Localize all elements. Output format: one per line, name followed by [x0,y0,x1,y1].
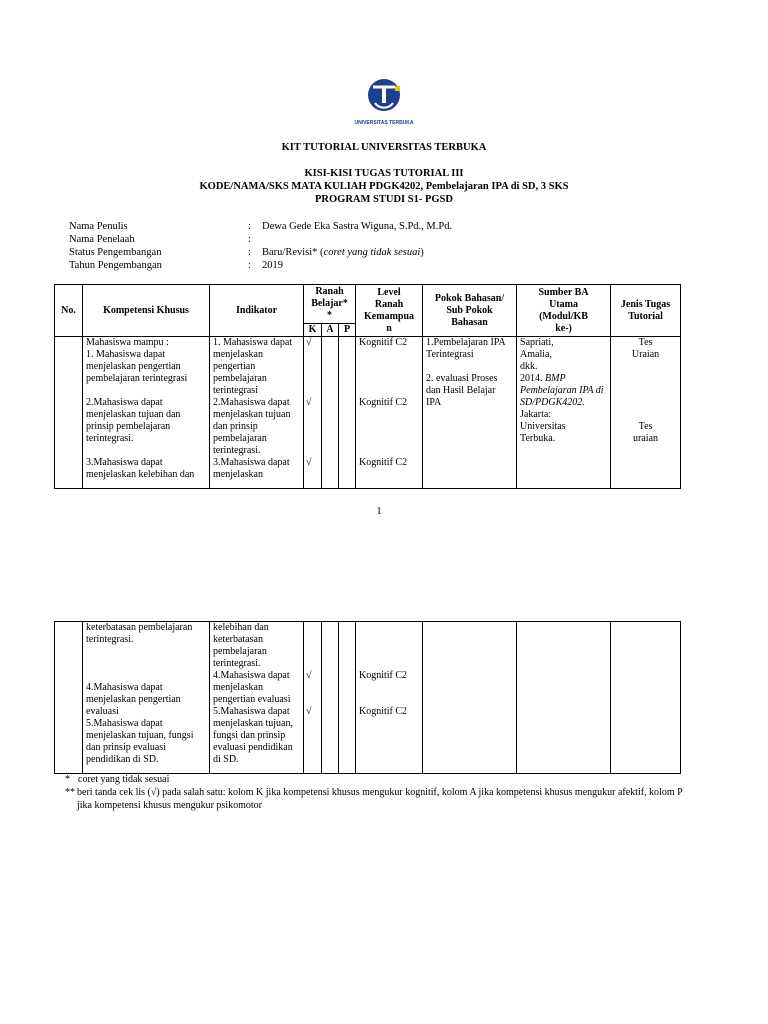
meta-colon: : [248,260,251,271]
cell-level: Kognitif C2 Kognitif C2 [356,622,423,774]
meta-value: 2019 [262,260,283,271]
meta-label: Nama Penulis [69,221,128,232]
table-row [55,622,681,774]
header-a: A [322,324,339,337]
cell-kompetensi: keterbatasan pembelajaran terintegrasi. 4.Mahasiswa dapat menjelaskan pengertian evaluasi 5.Mahasiswa dapat menjelaskan tujuan, fungsi dan prinsip evaluasi pendidikan di SD. [83,622,210,774]
meta-colon: : [248,247,251,258]
meta-colon: : [248,221,251,232]
cell-pokok [423,622,517,774]
cell-no [55,337,83,489]
header-k: K [304,324,322,337]
status-close: ) [420,247,424,258]
header-ranah: Ranah Belajar* * [304,285,356,324]
meta-label: Nama Penelaah [69,234,135,245]
meta-label: Status Pengembangan [69,247,162,258]
page-number: 1 [376,506,382,517]
university-logo [349,77,419,131]
header-no: No. [55,285,83,337]
cell-pokok: 1.Pembelajaran IPA Terintegrasi 2. evaluasi Proses dan Hasil Belajar IPA [423,337,517,489]
cell-indikator: 1. Mahasiswa dapat menjelaskan pengertian pembelajaran terintegrasi 2.Mahasiswa dapat menjelaskan tujuan dan prinsip pembelajaran terintegrasi. 3.Mahasiswa dapat menjelaskan [210,337,304,489]
meta-value: Dewa Gede Eka Sastra Wiguna, S.Pd., M.Pd. [262,221,453,232]
footnote-2 [65,786,690,812]
cell-k: √ √ √ [304,337,322,489]
logo-caption: UNIVERSITAS TERBUKA [354,120,414,126]
footnote-text: beri tanda cek lis (√) pada salah satu: kolom K jika kompetensi khusus mengukur kognitif, kolom A jika kompetensi khusus mengukur afektif, kolom P jika kompetensi khusus mengukur psikomotor [77,787,683,811]
status-note: coret yang tidak sesuai [323,247,421,258]
doc-title: KISI-KISI TUGAS TUTORIAL III [304,168,464,179]
sumber-authors: Sapriati, Amalia, dkk. 2014. [520,337,554,384]
kisi-table-page1 [54,284,681,489]
status-value: Baru/Revisi* ( [262,247,324,258]
cell-jenis: Tes Uraian Tes uraian [611,337,681,489]
cell-indikator: kelebihan dan keterbatasan pembelajaran terintegrasi. 4.Mahasiswa dapat menjelaskan pengertian evaluasi 5.Mahasiswa dapat menjelaskan tujuan, fungsi dan prinsip evaluasi pendidikan di SD. [210,622,304,774]
course-title: KODE/NAMA/SKS MATA KULIAH PDGK4202, Pembelajaran IPA di SD, 3 SKS [199,181,569,192]
header-sumber: Sumber BA Utama (Modul/KB ke-) [517,285,611,337]
footnote-mark: * [65,774,70,785]
cell-no [55,622,83,774]
header-jenis: Jenis Tugas Tutorial [611,285,681,337]
footnote-1 [65,773,170,786]
cell-p [339,622,356,774]
cell-level: Kognitif C2 Kognitif C2 Kognitif C2 [356,337,423,489]
header-kompetensi: Kompetensi Khusus [83,285,210,337]
kisi-table-page2 [54,621,681,774]
sumber-publisher: Jakarta: Universitas Terbuka. [520,409,566,444]
cell-jenis [611,622,681,774]
cell-k: √ √ [304,622,322,774]
header-indikator: Indikator [210,285,304,337]
header-level: Level Ranah Kemampua n [356,285,423,337]
header-p: P [339,324,356,337]
cell-sumber [517,337,611,489]
meta-label: Tahun Pengembangan [69,260,162,271]
program-title: PROGRAM STUDI S1- PGSD [315,194,453,205]
cell-kompetensi: Mahasiswa mampu : 1. Mahasiswa dapat menjelaskan pengertian pembelajaran terintegrasi 2.Mahasiswa dapat menjelaskan tujuan dan prinsip pembelajaran terintegrasi. 3.Mahasiswa dapat menjelaskan kelebihan dan [83,337,210,489]
table-row [55,337,681,489]
kit-title: KIT TUTORIAL UNIVERSITAS TERBUKA [281,142,487,153]
cell-a [322,337,339,489]
cell-a [322,622,339,774]
cell-sumber [517,622,611,774]
cell-p [339,337,356,489]
header-pokok: Pokok Bahasan/ Sub Pokok Bahasan [423,285,517,337]
meta-value [262,247,424,258]
footnote-mark: ** [65,787,75,798]
sumber-title: BMP Pembelajaran IPA di SD/PDGK4202. [520,373,604,408]
footnote-text: coret yang tidak sesuai [78,774,170,785]
meta-colon: : [248,234,251,245]
